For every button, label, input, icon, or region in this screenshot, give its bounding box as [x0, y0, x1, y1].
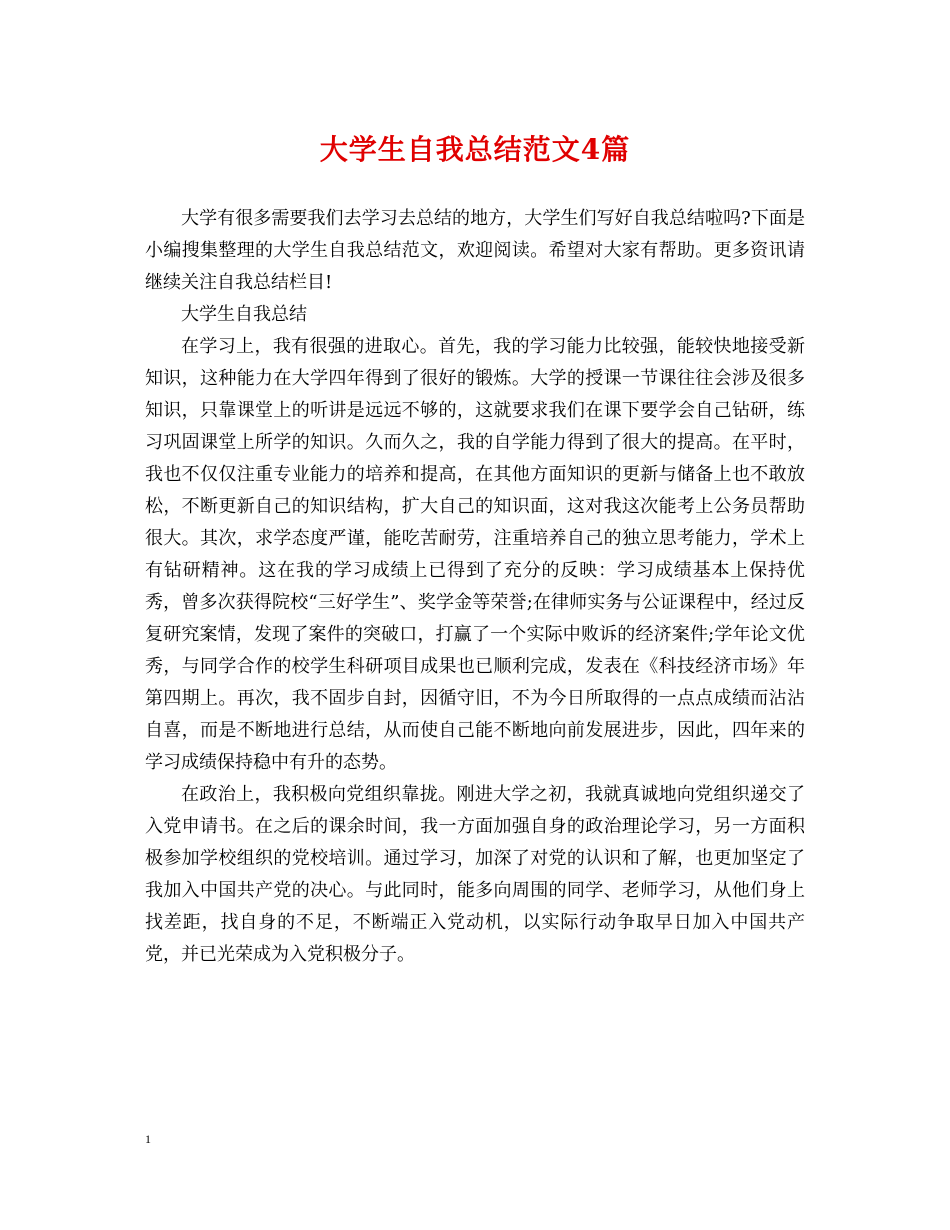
- intro-paragraph: 大学有很多需要我们去学习去总结的地方，大学生们写好自我总结啦吗?下面是小编搜集整理的大学生自我总结范文，欢迎阅读。希望对大家有帮助。更多资讯请继续关注自我总结栏目!: [145, 208, 805, 293]
- page-number: 1: [145, 1132, 151, 1146]
- section-heading: 大学生自我总结: [181, 304, 307, 325]
- study-paragraph: 在学习上，我有很强的进取心。首先，我的学习能力比较强，能较快地接受新知识，这种能力在大学四年得到了很好的锻炼。大学的授课一节课往往会涉及很多知识，只靠课堂上的听讲是远远不够的，这就要求我们在课下要学会自己钻研，练习巩固课堂上所学的知识。久而久之，我的自学能力得到了很大的提高。在平时，我也不仅仅注重专业能力的培养和提高，在其他方面知识的更新与储备上也不敢放松，不断更新自己的知识结构，扩大自己的知识面，这对我这次能考上公务员帮助很大。其次，求学态度严谨，能吃苦耐劳，注重培养自己的独立思考能力，学术上有钻研精神。这在我的学习成绩上已得到了充分的反映：学习成绩基本上保持优秀，曾多次获得院校“三好学生”、奖学金等荣誉;在律师实务与公证课程中，经过反复研究案情，发现了案件的突破口，打赢了一个实际中败诉的经济案件;学年论文优秀，与同学合作的校学生科研项目成果也已顺利完成，发表在《科技经济市场》年第四期上。再次，我不固步自封，因循守旧，不为今日所取得的一点点成绩而沾沾自喜，而是不断地进行总结，从而使自己能不断地向前发展进步，因此，四年来的学习成绩保持稳中有升的态势。: [145, 336, 805, 773]
- document-body: [145, 203, 805, 971]
- politics-paragraph: 在政治上，我积极向党组织靠拢。刚进大学之初，我就真诚地向党组织递交了入党申请书。在之后的课余时间，我一方面加强自身的政治理论学习，另一方面积极参加学校组织的党校培训。通过学习，加深了对党的认识和了解，也更加坚定了我加入中国共产党的决心。与此同时，能多向周围的同学、老师学习，从他们身上找差距，找自身的不足，不断端正入党动机，以实际行动争取早日加入中国共产党，并已光荣成为入党积极分子。: [145, 784, 805, 965]
- document-title: 大学生自我总结范文4篇: [319, 133, 631, 166]
